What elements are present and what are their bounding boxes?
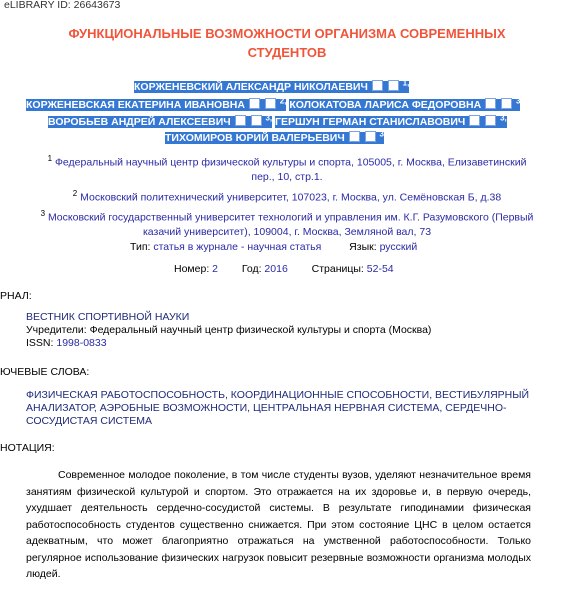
keywords-list <box>26 389 529 428</box>
keywords-section-label: ЮЧЕВЫЕ СЛОВА: <box>0 366 90 378</box>
authors-line-1 <box>134 76 409 94</box>
email-icon[interactable] <box>485 98 496 109</box>
author-profile-icon[interactable] <box>485 115 496 126</box>
journal-section-label: РНАЛ: <box>0 290 32 302</box>
journal-block: ВЕСТНИК СПОРТИВНОЙ НАУКИ Учредители: Федеральный научный центр физической культуры и спорта (Москва) ISSN: 1998-0833 <box>26 311 432 349</box>
abstract-text: Современное молодое поколение, в том числе студенты вузов, уделяют незначительное время занятиям физической культурой и спортом. Это отражается на их здоровье и, в первую очередь, ухудшает деятельность сердечно-сосудистой системы. В результате гиподинамии физическая работоспособность студентов существенно снижается. При этом состояние ЦНС в целом остается адекватным, что может благоприятно отражаться на умственной работоспособности. Только регулярное использование физических нагрузок повысит резервные возможности организма молодых людей. <box>26 469 531 580</box>
authors-line-4 <box>165 127 384 145</box>
abstract-section-label: НОТАЦИЯ: <box>0 442 55 454</box>
author-profile-icon[interactable] <box>265 98 276 109</box>
affiliation-2: $^2$ Московский политехнический университет, 107023, г. Москва, ул. Семёновская Б, д.38 <box>72 188 502 203</box>
article-type: Тип: статья в журнале - научная статья Язык: русский <box>130 241 418 253</box>
email-icon[interactable] <box>349 131 360 142</box>
affiliations <box>0 152 574 239</box>
journal-name-link[interactable]: ВЕСТНИК СПОРТИВНОЙ НАУКИ <box>26 311 190 323</box>
title-line-2: СТУДЕНТОВ <box>247 45 327 60</box>
article-issue-info: Номер: 2 Год: 2016 Страницы: 52-54 <box>174 263 394 275</box>
issue-number-link[interactable]: 2 <box>212 263 219 275</box>
title-line-1: ФУНКЦИОНАЛЬНЫЕ ВОЗМОЖНОСТИ ОРГАНИЗМА СОВРЕМЕННЫХ <box>68 26 506 41</box>
keywords-line[interactable]: ФИЗИЧЕСКАЯ РАБОТОСПОСОБНОСТЬ, КООРДИНАЦИОННЫЕ СПОСОБНОСТИ, ВЕСТИБУЛЯРНЫЙ <box>26 389 530 401</box>
keywords-line[interactable]: АНАЛИЗАТОР, АЭРОБНЫЕ ВОЗМОЖНОСТИ, ЦЕНТРАЛЬНАЯ НЕРВНАЯ СИСТЕМА, СЕРДЕЧНО- <box>26 402 507 414</box>
author-link[interactable]: КОРЖЕНЕВСКИЙ АЛЕКСАНДР НИКОЛАЕВИЧ $^{1,}$ <box>134 78 410 93</box>
email-icon[interactable] <box>469 115 480 126</box>
authors-line-3 <box>48 111 507 129</box>
affiliation-1: $^1$ Федеральный научный центр физической культуры и спорта, 105005, г. Москва, Елизаветинский пер., 10, стр.1. <box>47 154 527 183</box>
email-icon[interactable] <box>235 115 246 126</box>
author-profile-icon[interactable] <box>388 80 399 91</box>
authors-line-2 <box>26 94 520 112</box>
keywords-line[interactable]: СОСУДИСТАЯ СИСТЕМА <box>26 415 152 427</box>
author-link[interactable]: КОРЖЕНЕВСКАЯ ЕКАТЕРИНА ИВАНОВНА $^{2,}$ <box>26 96 287 111</box>
author-profile-icon[interactable] <box>365 131 376 142</box>
author-profile-icon[interactable] <box>251 115 262 126</box>
article-title <box>0 24 574 62</box>
author-link[interactable]: ТИХОМИРОВ ЮРИЙ ВАЛЕРЬЕВИЧ $^3$ <box>165 129 384 144</box>
author-profile-icon[interactable] <box>501 98 512 109</box>
author-link[interactable]: ГЕРШУН ГЕРМАН СТАНИСЛАВОВИЧ $^{3,}$ <box>275 113 507 128</box>
email-icon[interactable] <box>249 98 260 109</box>
journal-founders: Учредители: Федеральный научный центр физической культуры и спорта (Москва) <box>26 324 432 336</box>
author-link[interactable]: КОЛОКАТОВА ЛАРИСА ФЕДОРОВНА $^3$ <box>289 96 521 111</box>
affiliation-3: $^3$ Московский государственный университет технологий и управления им. К.Г. Разумовского (Первый казачий университет), 109004, г. Москва, Земляной вал, 73 <box>40 209 534 238</box>
elibrary-id: eLIBRARY ID: 26643673 <box>4 0 121 11</box>
email-icon[interactable] <box>372 80 383 91</box>
author-link[interactable]: ВОРОБЬЕВ АНДРЕЙ АЛЕКСЕЕВИЧ $^{3,}$ <box>48 113 273 128</box>
